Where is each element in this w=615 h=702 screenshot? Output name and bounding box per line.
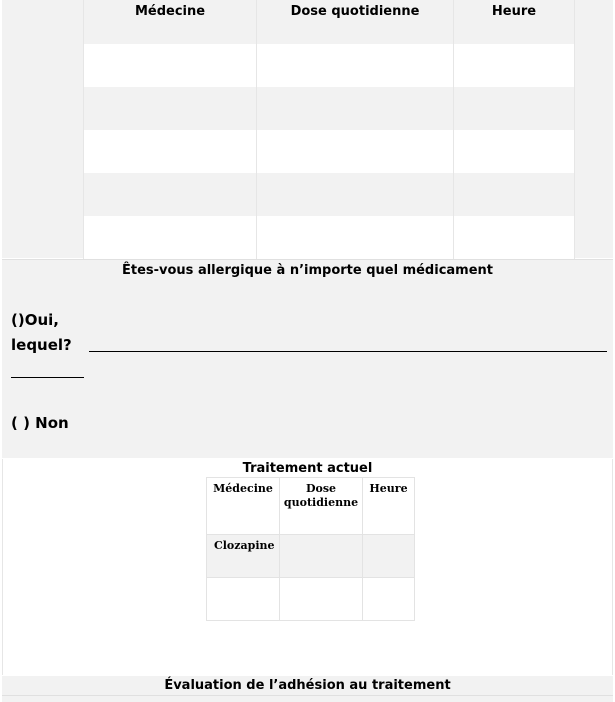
adherence-title: Évaluation de l’adhésion au traitement [164, 678, 451, 693]
table-cell[interactable] [257, 173, 454, 216]
table-cell[interactable] [257, 44, 454, 87]
current-treatment-title: Traitement actuel [242, 461, 373, 476]
table-row [207, 535, 415, 578]
table-cell[interactable] [84, 173, 257, 216]
table-row [207, 578, 415, 621]
current-treatment-section [2, 459, 613, 675]
table-cell[interactable] [454, 44, 575, 87]
column-header-time: Heure [363, 478, 415, 535]
table-cell[interactable] [257, 87, 454, 130]
table-cell[interactable] [84, 216, 257, 259]
table-cell-time[interactable] [363, 578, 415, 621]
table-row [84, 130, 575, 173]
table-header-row [207, 478, 415, 535]
adherence-section-header [2, 676, 613, 695]
table-cell-medicine[interactable]: Clozapine [207, 535, 280, 578]
column-header-daily-dose: Dose quotidienne [257, 0, 454, 44]
table-cell[interactable] [454, 87, 575, 130]
table-cell[interactable] [257, 216, 454, 259]
table-cell[interactable] [84, 87, 257, 130]
column-header-medicine: Médecine [84, 0, 257, 44]
allergy-which-input-line[interactable] [89, 351, 607, 352]
table-row [84, 44, 575, 87]
column-header-medicine: Médecine [207, 478, 280, 535]
current-treatment-table [206, 477, 415, 621]
allergy-question: Êtes-vous allergique à n’importe quel médicament [121, 263, 494, 278]
table-cell[interactable] [454, 173, 575, 216]
allergy-yes-option[interactable]: ()Oui, [11, 311, 59, 329]
table-cell[interactable] [454, 216, 575, 259]
table-cell[interactable] [84, 130, 257, 173]
table-row [84, 216, 575, 259]
allergy-no-option[interactable]: ( ) Non [11, 414, 69, 432]
previous-medication-table [83, 0, 575, 259]
column-header-time: Heure [454, 0, 575, 44]
previous-medication-section [2, 0, 613, 258]
table-cell[interactable] [257, 130, 454, 173]
table-cell-medicine[interactable] [207, 578, 280, 621]
table-header-row [84, 0, 575, 44]
table-row [84, 173, 575, 216]
table-cell-time[interactable] [363, 535, 415, 578]
table-cell-daily-dose[interactable] [280, 578, 363, 621]
allergy-which-label: lequel? [11, 336, 72, 354]
column-header-daily-dose: Dose quotidienne [280, 478, 363, 535]
table-row [84, 87, 575, 130]
allergy-which-input-line-continued[interactable] [11, 377, 84, 378]
table-cell[interactable] [454, 130, 575, 173]
table-cell-daily-dose[interactable] [280, 535, 363, 578]
allergy-section [2, 259, 613, 458]
table-cell[interactable] [84, 44, 257, 87]
